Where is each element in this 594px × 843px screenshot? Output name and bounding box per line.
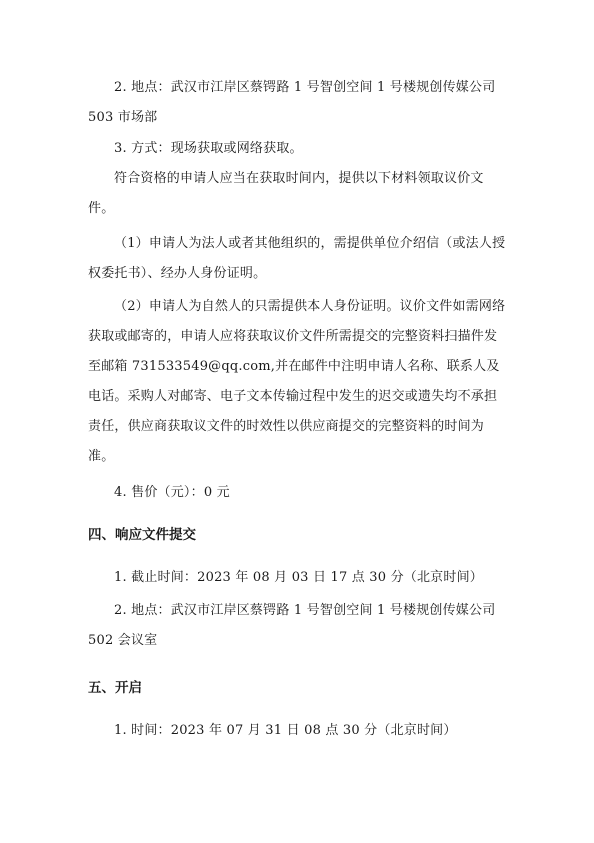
paragraph-opening-time: 1. 时间：2023 年 07 月 31 日 08 点 30 分（北京时间） <box>114 723 457 738</box>
paragraph-method: 3. 方式：现场获取或网络获取。 <box>114 141 303 156</box>
paragraph-price: 4. 售价（元）：0 元 <box>114 485 230 500</box>
paragraph-submission-location: 2. 地点：武汉市江岸区蔡锷路 1 号智创空间 1 号楼规创传媒公司 502 会议室 <box>88 603 496 648</box>
paragraph-item-1: （1）申请人为法人或者其他组织的，需提供单位介绍信（或法人授权委托书）、经办人身份证明。 <box>88 236 506 281</box>
paragraph-location: 2. 地点：武汉市江岸区蔡锷路 1 号智创空间 1 号楼规创传媒公司 503 市场部 <box>88 80 496 125</box>
paragraph-item-2: （2）申请人为自然人的只需提供本人身份证明。议价文件如需网络获取或邮寄的，申请人应将获取议价文件所需提交的完整资料扫描件发至邮箱 731533549@qq.com,并在邮件中注明申请人名称、联系人及电话。采购人对邮寄、电子文本传输过程中发生的迟交或遗失均不承担责任，供应商获取议文件的时效性以供应商提交的完整资料的时间为准。 <box>88 299 506 464</box>
paragraph-requirements: 符合资格的申请人应当在获取时间内，提供以下材料领取议价文件。 <box>88 171 484 216</box>
section-heading-4: 四、响应文件提交 <box>88 527 196 543</box>
section-heading-5: 五、开启 <box>88 680 142 696</box>
paragraph-deadline: 1. 截止时间：2023 年 08 月 03 日 17 点 30 分（北京时间） <box>114 570 483 585</box>
